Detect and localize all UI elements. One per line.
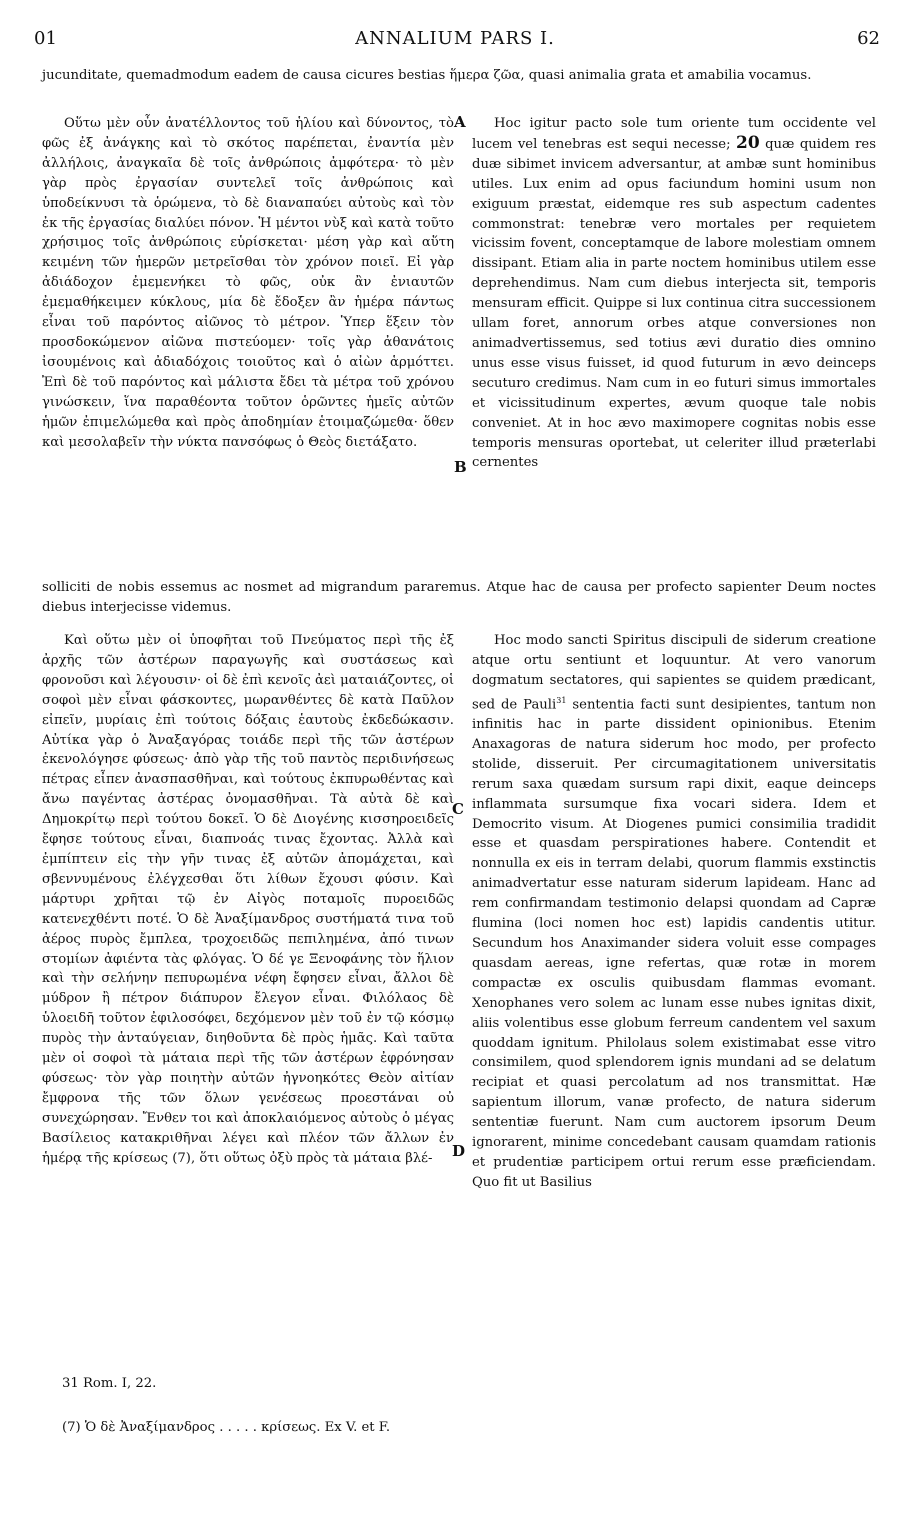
greek-column-1 [42,114,454,572]
latin-paragraph-2 [472,631,876,1193]
running-header [30,28,880,54]
latin-column-1 [472,114,876,572]
margin-letter-b: B [454,458,467,476]
footnote-marker: 31 [556,695,567,705]
footnote-variant: (7) Ὁ δὲ Ἀναξίμανδρος . . . . . κρίσεως. Ex V. et F. [62,1420,391,1435]
greek-column-2 [42,631,454,1359]
page-number-left: 01 [34,28,57,49]
latin-fullwidth-continuation [42,578,876,618]
latin-paragraph-1-rest: quæ quidem res duæ sibimet invicem adversantur, at ambæ sunt hominibus utiles. Lux enim ad opus faciundum homini usum non exiguum præstat, eidemque res sub aspectum cadentes commonstrat: tenebræ vero mortales per requietem vicissim fovent, conceptamque de labore molestiam omnem dissipant. Etiam alia in parte noctem hominibus utilem esse deprehendimus. Nam cum diebus interjecta sit, temporis mensuram efficit. Quippe si lux continua citra successionem ullam foret, annorum orbes atque conversiones non animadvertissemus, sed totius ævi duratio dies omnino unus esse visus fuisset, id quod futurum in ævo deinceps secuturo credimus. Nam cum in eo futuri simus immortales et vicissitudinum expertes, ævum quoque tale nobis conveniet. At in hoc ævo maximopere cognitas nobis esse temporis mensuras oportebat, ut celeriter illud præterlabi cernentes [472,136,876,471]
latin-paragraph-1 [472,114,876,473]
section-number: 20 [735,132,760,153]
running-title: ANNALIUM PARS I. [355,28,555,49]
latin-paragraph-2-rest: sententia facti sunt desipientes, tantum non infinitis hac in parte dissident opinionibus. Etenim Anaxagoras de natura siderum hoc modo, per profecto stolide, disseruit. Per circumagitationem universitatis rerum saxa quædam sursum rapi dixit, eaque deinceps inflammata sursumque fixa vocari sidera. Idem et Democrito visum. At Diogenes pumici consimilia tradidit esse et quasdam perspirationes habere. Contendit et nonnulla ex eis in terram delabi, quorum flammis exstinctis animadvertatur esse naturam siderum lapideam. Hanc ad rem confirmandam testimonio delapsi quondam ad Capræ flumina (loci nomen hoc est) lapidis candentis utitur. Secundum hos Anaximander sidera voluit esse compages quasdam aereas, igne refertas, quæ rotæ in morem compactæ ex osculis quibusdam flammas evomant. Xenophanes vero solem ac lunam esse nubes ignitas dixit, aliis volentibus esse globum ferreum candentem vel saxum quoddam ignitum. Philolaus solem existimabat esse vitro consimilem, quod splendorem ignis mundani ad se delatum recipiat et quasi percolatum ad nos transmittat. Hæ sapientum illorum, vanæ profecto, de natura siderum sententiæ fuerunt. Nam cum auctorem ipsorum Deum ignorarent, minime concedebant causam quamdam rationis et prudentiæ participem ortui rerum esse præficiendam. Quo fit ut Basilius [472,697,876,1190]
margin-letter-d: D [452,1142,466,1160]
intro-paragraph: jucunditate, quemadmodum eadem de causa cicures bestias ἥμερα ζῶα, quasi animalia grata et amabilia vocamus. [42,68,812,83]
greek-paragraph-1: Οὕτω μὲν οὖν ἀνατέλλοντος τοῦ ἡλίου καὶ δύνοντος, τὸ φῶς ἐξ ἀνάγκης καὶ τὸ σκότος παρέπεται, ἐναντία μὲν ἀλλήλοις, ἀναγκαῖα δὲ τοῖς ἀνθρώποις ἀμφότερα· τὸ μὲν γὰρ πρὸς ἐργασίαν συντελεῖ τοῖς ἀνθρώποις καὶ ὑποδείκνυσι τὰ ὁρώμενα, τὸ δὲ διαναπαύει αὐτοὺς καὶ τὸν ἐκ τῆς ἐργασίας διαλύει πόνον. Ἡ μέντοι νὺξ καὶ κατὰ τοῦτο χρήσιμος τοῖς ἀνθρώποις εὑρίσκεται· μέση γὰρ καὶ αὕτη κειμένη τῶν ἡμερῶν μετρεῖσθαι τὸν χρόνον ποιεῖ. Εἰ γὰρ ἀδιάδοχον ἐμεμενήκει τὸ φῶς, οὐκ ἂν ἐνιαυτῶν ἐμεμαθήκειμεν κύκλους, μία δὲ ἔδοξεν ἂν ἡμέρα πάντως εἶναι τοῦ παρόντος αἰῶνος τὸ μέτρον. Ὑπερ ἕξειν τὸν προσδοκώμενον αἰῶνα πιστεύομεν· τοῖς γὰρ ἀθανάτοις ἰσουμένοις καὶ ἀδιαδόχοις τοιοῦτος καὶ ὁ αἰὼν ἁρμόττει. Ἐπὶ δὲ τοῦ παρόντος καὶ μάλιστα ἔδει τὰ μέτρα τοῦ χρόνου γινώσκειν, ἵνα παραθέοντα τοῦτον ὁρῶντες ἡμεῖς αὐτῶν ἡμῶν ἐπιμελώμεθα καὶ πρὸς ἀποδημίαν ἑτοιμαζώμεθα· ὅθεν καὶ μεσολαβεῖν τὴν νύκτα πανσόφως ὁ Θεὸς διετάξατο. [42,116,454,450]
latin-column-2 [472,631,876,1359]
latin-paragraph-1-start: Hoc igitur pacto sole tum oriente tum occidente vel lucem vel tenebras est sequi necesse; [472,116,876,152]
margin-letter-a: A [454,113,466,131]
greek-paragraph-2: Καὶ οὕτω μὲν οἱ ὑποφῆται τοῦ Πνεύματος περὶ τῆς ἐξ ἀρχῆς τῶν ἀστέρων παραγωγῆς καὶ συστάσεως καὶ φρονοῦσι καὶ λέγουσιν· οἱ δὲ ἐπὶ κενοῖς ἀεὶ ματαιάζοντες, οἱ σοφοὶ μὲν εἶναι φάσκοντες, μωρανθέντες δὲ κατὰ Παῦλον εἰπεῖν, μυρίαις ἐπὶ τούτοις δόξαις ἑαυτοὺς ἐκδεδώκασιν. Αὐτίκα γὰρ ὁ Ἀναξαγόρας τοιάδε περὶ τῆς τῶν ἀστέρων ἐκενολόγησε φύσεως· ἀπὸ γὰρ τῆς τοῦ παντὸς περιδινήσεως πέτρας εἶπεν ἀνασπασθῆναι, καὶ τούτους ἐκπυρωθέντας καὶ ἄνω παγέντας ἀστέρας ὀνομασθῆναι. Τὰ αὐτὰ δὲ καὶ Δημοκρίτῳ περὶ τούτου δοκεῖ. Ὁ δὲ Διογένης κισσηροειδεῖς ἔφησε τούτους εἶναι, διαπνοάς τινας ἔχοντας. Ἀλλὰ καὶ ἐμπίπτειν εἰς τὴν γῆν τινας ἐξ αὐτῶν ἀπομάχεται, καὶ σβεννυμένους ἐλέγχεσθαι ὅτι λίθων ἔχουσι φύσιν. Καὶ μάρτυρι χρῆται τῷ ἐν Αἰγὸς ποταμοῖς πυροειδῶς κατενεχθέντι ποτέ. Ὁ δὲ Ἀναξίμανδρος συστήματά τινα τοῦ ἀέρος πυρὸς ἔμπλεα, τροχοειδῶς πεπιλημένα, ἀπό τινων στομίων ἀφιέντα τὰς φλόγας. Ὁ δέ γε Ξενοφάνης τὸν ἥλιον καὶ τὴν σελήνην πεπυρωμένα νέφη ἔφησεν εἶναι, ἄλλοι δὲ μύδρον ἢ πέτρον διάπυρον ἔλεγον εἶναι. Φιλόλαος δὲ ὑλοειδῆ τοῦτον ἐφιλοσόφει, δεχόμενον μὲν τοῦ ἐν τῷ κόσμῳ πυρὸς τὴν ἀνταύγειαν, διηθοῦντα δὲ πρὸς ἡμᾶς. Καὶ ταῦτα μὲν οἱ σοφοὶ τὰ μάταια περὶ τῆς τῶν ἀστέρων ἐφρόνησαν φύσεως· τὸν γὰρ ποιητὴν αὐτῶν ἠγνοηκότες Θεὸν αἰτίαν ἔμφρονα τῆς τῶν ὅλων γενέσεως προεστάναι οὐ συνεχώρησαν. Ἔνθεν τοι καὶ ἀποκλαιόμενος αὐτοὺς ὁ μέγας Βασίλειος κατακριθῆναι λέγει καὶ πλέον τῶν ἄλλων ἐν ἡμέρᾳ τῆς κρίσεως (7), ὅτι οὕτως ὀξὺ πρὸς τὰ μάταια βλέ- [42,633,454,1166]
latin-continuation-paragraph: solliciti de nobis essemus ac nosmet ad migrandum pararemus. Atque hac de causa per profecto sapienter Deum noctes diebus interjecisse videmus. [42,580,876,615]
page-number-right: 62 [857,28,880,49]
intro-latin [42,66,876,86]
footnote-scripture: 31 Rom. I, 22. [62,1376,157,1391]
latin-paragraph-2-start: Hoc modo sancti Spiritus discipuli de siderum creatione atque ortu sentiunt et loquuntur. At vero vanorum dogmatum sectatores, qui sapientes se quidem prædicant, sed de Pauli [472,633,876,713]
margin-letter-c: C [452,800,464,818]
